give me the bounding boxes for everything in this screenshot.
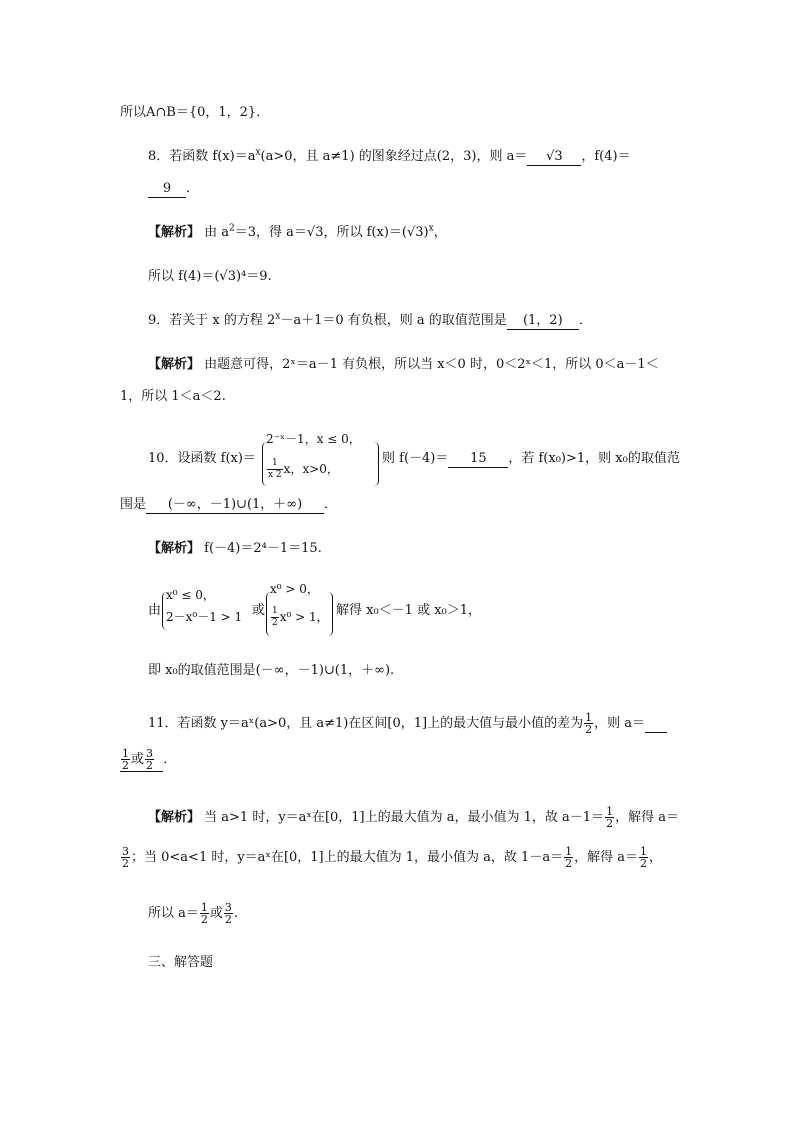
question-8 bbox=[148, 148, 631, 166]
s11-frac-3: $\frac{1}{2}$ bbox=[639, 845, 647, 870]
s11-frac-2: $\frac{1}{2}$ bbox=[565, 845, 573, 870]
s11-frac-5: $\frac{3}{2}$ bbox=[224, 901, 232, 926]
analysis-tag: 【解析】 bbox=[148, 225, 201, 240]
q10-end: ． bbox=[324, 497, 338, 512]
s8-end: ， bbox=[433, 225, 447, 240]
q11-end: ． bbox=[163, 752, 177, 767]
s11-or: 或 bbox=[209, 906, 223, 921]
q9-text-b: －a＋1＝0 有负根，则 a 的取值范围是 bbox=[280, 313, 507, 328]
s10-c1b: 2－x⁰－1 > 1 bbox=[166, 610, 243, 624]
s10-c1a: x⁰ ≤ 0， bbox=[166, 588, 215, 602]
q8-text-b: (a>0，且 a≠1) 的图象经过点(2，3)，则 a＝ bbox=[260, 149, 528, 164]
s10-case2-frac: $\frac{1}{2}$ bbox=[272, 606, 278, 628]
solution-11-line-1 bbox=[148, 806, 679, 829]
q11-answer bbox=[120, 748, 163, 772]
q8-answer-1: √3 bbox=[527, 149, 581, 166]
s8-text-3: 所以 f(4)＝(√3)⁴＝9. bbox=[148, 269, 272, 284]
question-9 bbox=[148, 312, 592, 330]
s11-frac-0: $\frac{3}{2}$ bbox=[122, 845, 129, 870]
s8-text-2: ＝3，得 a＝√3，所以 f(x)＝(√3) bbox=[234, 225, 429, 240]
q9-text-c: ． bbox=[578, 313, 592, 328]
q10-case-2 bbox=[266, 458, 339, 481]
s8-text-1: 由 a bbox=[204, 225, 230, 240]
q11-ans-frac-1: $\frac{1}{2}$ bbox=[122, 747, 129, 772]
analysis-tag: 【解析】 bbox=[148, 541, 201, 556]
analysis-tag: 【解析】 bbox=[148, 810, 201, 825]
s11-pre-3: 所以 a＝ bbox=[148, 906, 199, 921]
q10-case-1 bbox=[266, 430, 361, 448]
q10-post: ，若 f(x₀)>1，则 x₀的取值范 bbox=[508, 451, 680, 466]
q8-text-a: 8．若函数 f(x)＝a bbox=[148, 149, 256, 164]
s11-text-2: ；当 0<a<1 时，y＝aˣ在[0，1]上的最大值为 1，最小值为 a，故 1－a＝ bbox=[131, 850, 564, 865]
q11-ans-frac-2: $\frac{3}{2}$ bbox=[146, 747, 154, 772]
solution-11-line-2 bbox=[120, 846, 662, 869]
question-11 bbox=[148, 712, 667, 735]
s11-frac-1: $\frac{1}{2}$ bbox=[606, 805, 614, 830]
q11-or: 或 bbox=[131, 752, 145, 767]
q10-case2-frac: $\frac{1}{x 2}$ bbox=[268, 458, 282, 480]
s10-text-1: f(－4)＝2⁴－1＝15. bbox=[204, 541, 322, 556]
s10-text-3: 即 x₀的取值范围是(－∞，－1)∪(1，＋∞). bbox=[148, 663, 395, 678]
q10-cont: 围是 bbox=[120, 497, 147, 512]
q8-answer-2: 9 bbox=[148, 181, 186, 198]
s10-or-text: 或 bbox=[252, 603, 266, 618]
s10-post bbox=[336, 602, 481, 620]
s11-end-3: . bbox=[233, 906, 239, 921]
solution-8-line-1 bbox=[148, 224, 447, 242]
q10-case2-text: x，x>0， bbox=[283, 462, 339, 476]
q9-answer: (1，2) bbox=[507, 313, 579, 330]
s10-case-1b bbox=[166, 608, 242, 626]
q10-pre: 10．设函数 f(x)＝ bbox=[148, 451, 256, 466]
q9-exp: x bbox=[275, 311, 281, 322]
section-title: 三、解答题 bbox=[148, 955, 214, 970]
section-heading bbox=[148, 954, 213, 972]
s8-exp-2: 2 bbox=[229, 223, 235, 234]
q11-answer-blank-start bbox=[645, 716, 667, 733]
q11-text-a: 11．若函数 y＝aˣ(a>0，且 a≠1)在区间[0，1]上的最大值与最小值的差为 bbox=[148, 716, 584, 731]
s9-text-1: 由题意可得，2ˣ＝a－1 有负根，所以当 x＜0 时，0＜2ˣ＜1，所以 0＜a－1＜ bbox=[204, 357, 659, 372]
q8-exp: x bbox=[255, 147, 261, 158]
solution-10-pre bbox=[148, 602, 161, 620]
solution-9-line-2 bbox=[120, 388, 226, 406]
s10-case-2b bbox=[270, 606, 329, 629]
question-10-rest bbox=[382, 450, 680, 468]
s10-case-2a bbox=[270, 580, 319, 598]
s11-end-1: ，解得 a＝ bbox=[615, 810, 679, 825]
s10-case-1a bbox=[166, 586, 215, 604]
q10-answer-2: (－∞，－1)∪(1，＋∞) bbox=[146, 497, 324, 514]
q10-brace-right bbox=[374, 442, 379, 486]
s11-text-1: 当 a>1 时，y＝aˣ在[0，1]上的最大值为 a，最小值为 1，故 a－1＝ bbox=[204, 810, 605, 825]
text: 所以A∩B＝{0，1，2}． bbox=[120, 105, 270, 120]
s11-end-2: ， bbox=[648, 850, 662, 865]
solution-11-line-3 bbox=[148, 902, 238, 925]
answer-line-1 bbox=[120, 104, 269, 122]
s10-post-text: 解得 x₀＜－1 或 x₀＞1， bbox=[336, 603, 482, 618]
s9-text-2: 1，所以 1＜a＜2. bbox=[120, 389, 226, 404]
s10-pre: 由 bbox=[148, 603, 162, 618]
s8-exp-x: x bbox=[428, 223, 434, 234]
q11-frac: $\frac{1}{2}$ bbox=[585, 711, 593, 736]
question-11-cont bbox=[120, 748, 176, 772]
solution-9-line-1 bbox=[148, 356, 659, 374]
s11-frac-4: $\frac{1}{2}$ bbox=[200, 901, 208, 926]
q10-answer-1: 15 bbox=[448, 451, 508, 468]
s10-or bbox=[252, 602, 265, 620]
s10-brace-2-right bbox=[328, 592, 333, 636]
analysis-tag: 【解析】 bbox=[148, 357, 201, 372]
q8-text-d: ． bbox=[186, 181, 200, 196]
question-8-cont bbox=[148, 180, 199, 198]
q10-case1-text: 2⁻ˣ－1，x ≤ 0， bbox=[266, 432, 361, 446]
s10-c2a: x⁰ > 0， bbox=[270, 582, 319, 596]
q9-text-a: 9．若关于 x 的方程 2 bbox=[148, 313, 276, 328]
solution-8-line-2 bbox=[148, 268, 272, 286]
solution-10-line-1 bbox=[148, 540, 322, 558]
q11-text-b: ，则 a＝ bbox=[594, 716, 645, 731]
s11-mid: ，解得 a＝ bbox=[574, 850, 638, 865]
question-10-label bbox=[148, 450, 256, 468]
q10-mid: 则 f(－4)＝ bbox=[382, 451, 449, 466]
s10-c2b: x⁰ > 1， bbox=[279, 610, 329, 624]
question-10-cont bbox=[120, 496, 337, 514]
q8-text-c: ，f(4)＝ bbox=[581, 149, 631, 164]
solution-10-line-3 bbox=[148, 662, 394, 680]
